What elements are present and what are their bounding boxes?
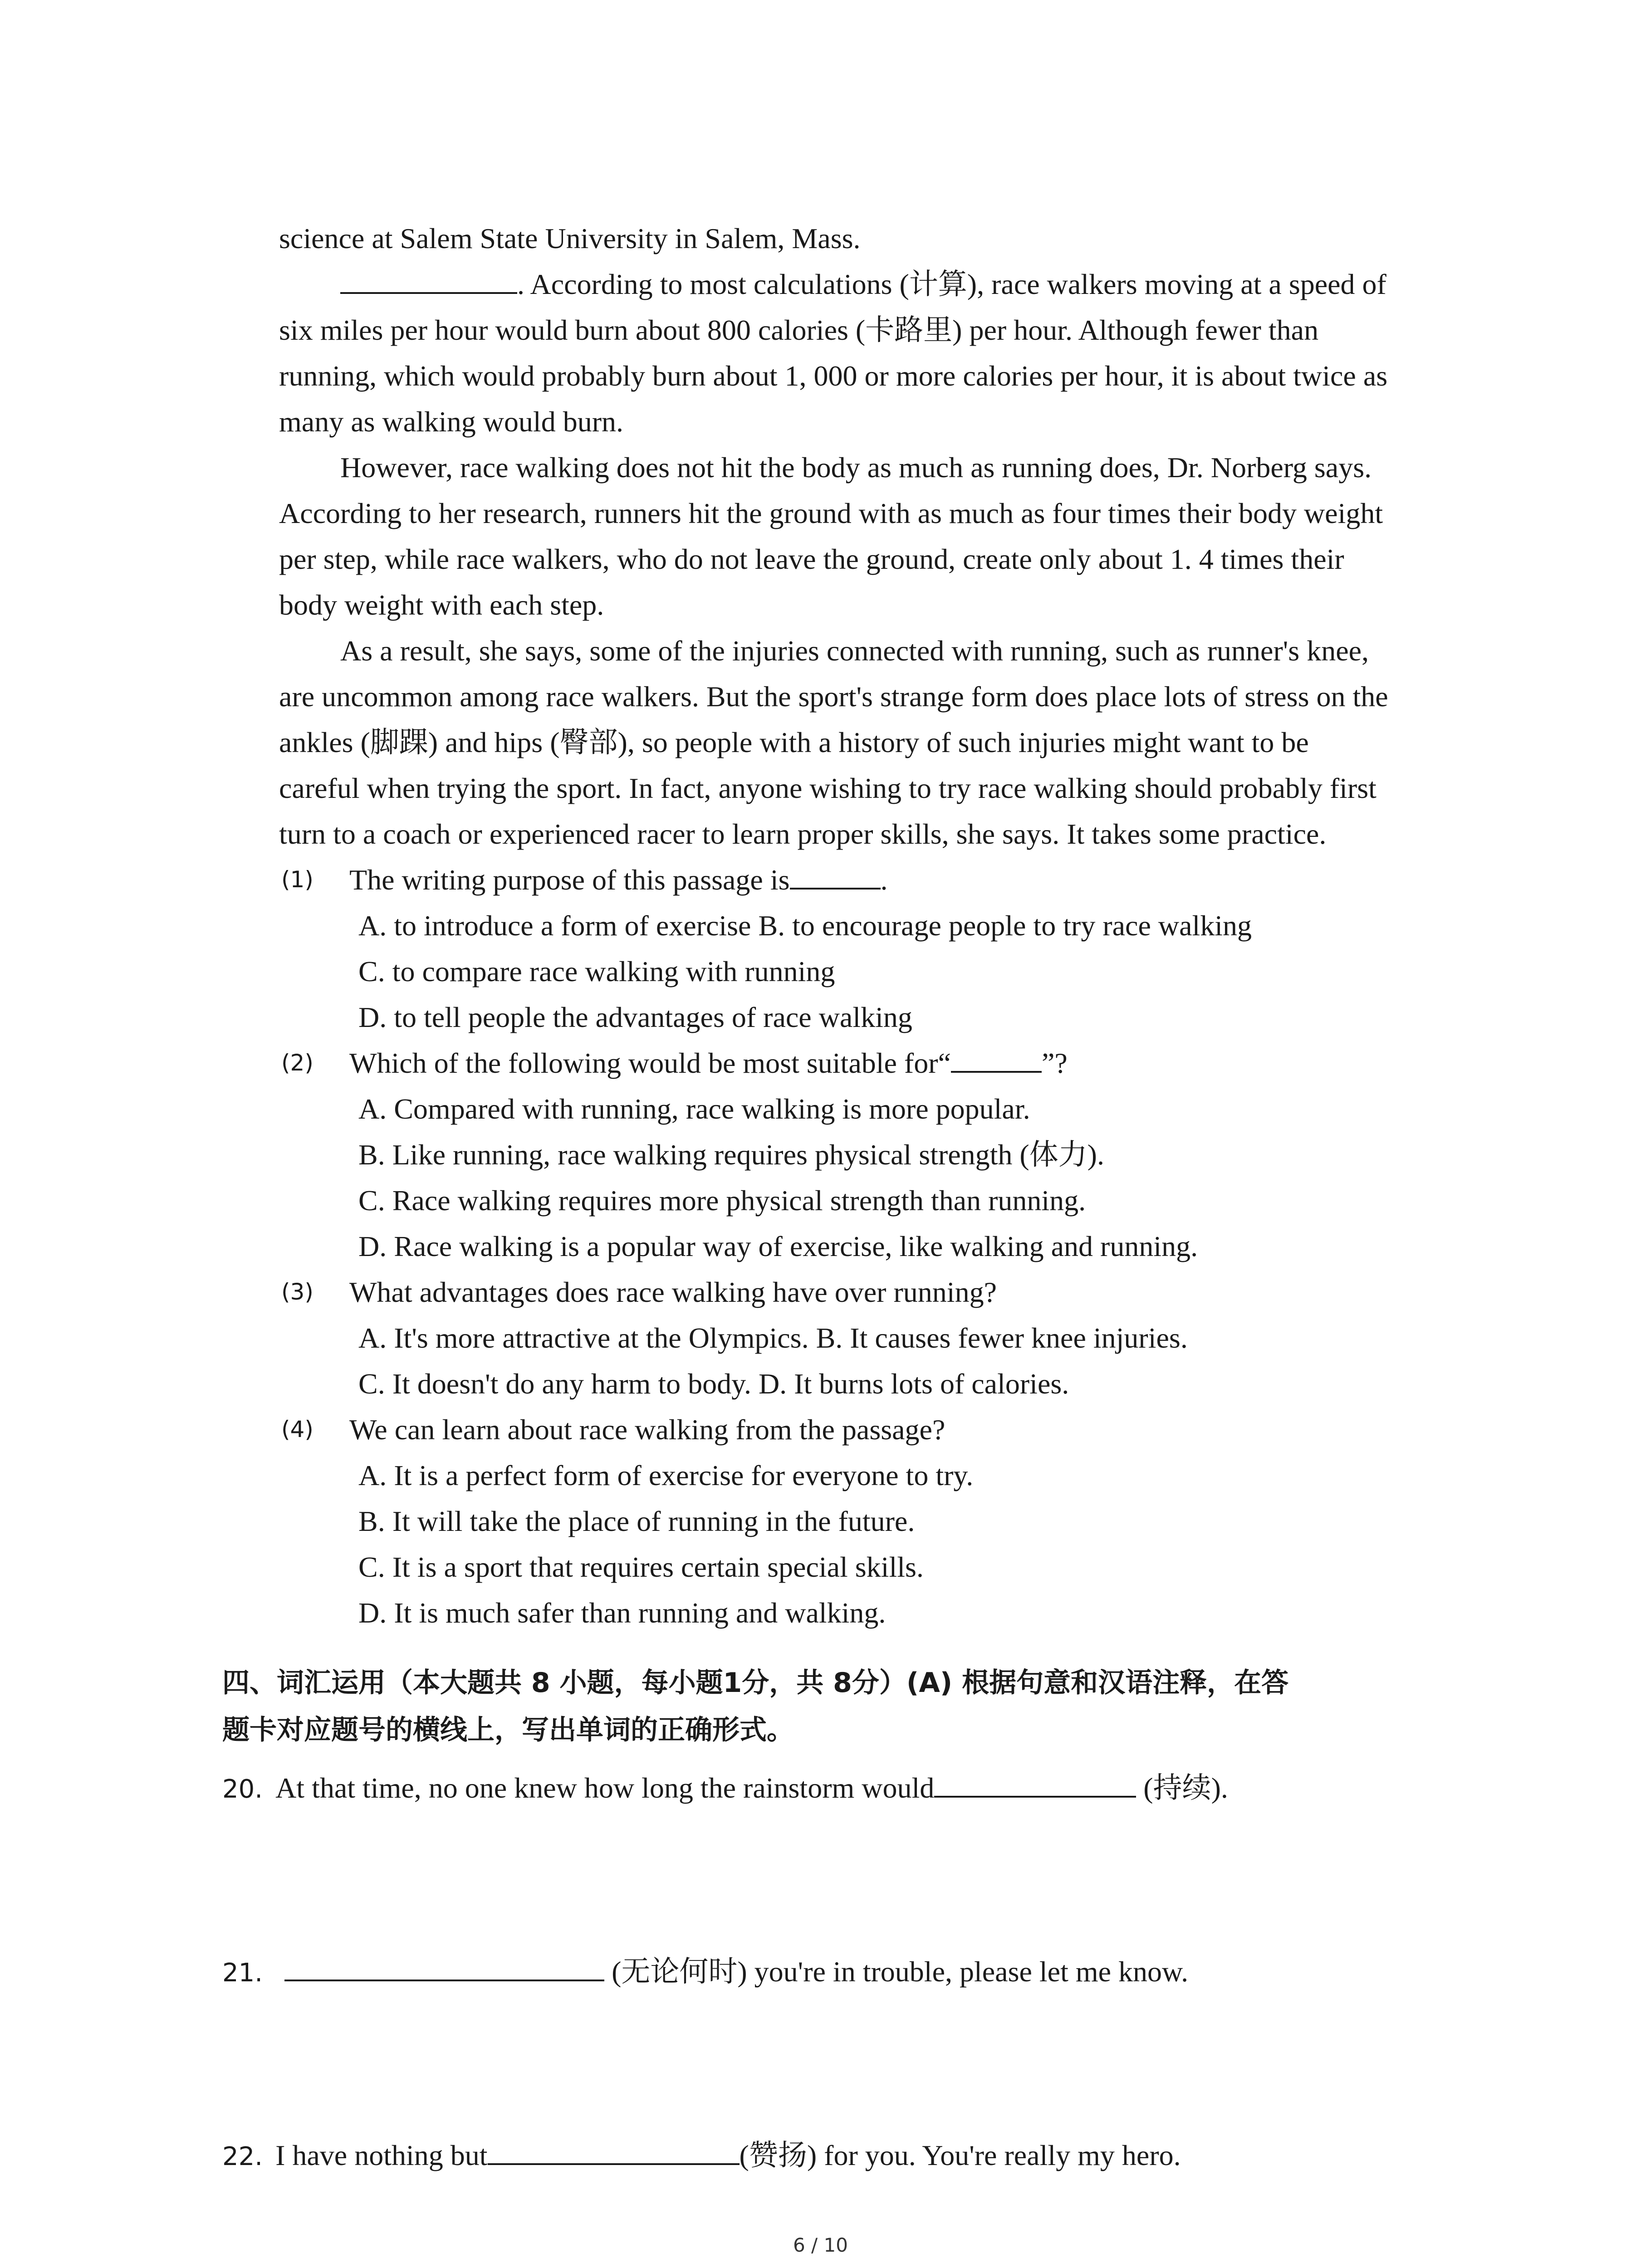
question-number: (2): [281, 1050, 314, 1076]
item-number: 22.: [222, 2142, 263, 2171]
vocab-item-22: [222, 2132, 1181, 2174]
option-line[interactable]: D. Race walking is a popular way of exercise, like walking and running.: [358, 1230, 1198, 1262]
question-number: (3): [281, 1279, 314, 1305]
section-heading-line: 题卡对应题号的横线上，写出单词的正确形式。: [222, 1714, 794, 1746]
passage-line-text: . According to most calculations (计算), race walkers moving at a speed of: [517, 268, 1386, 300]
answer-blank[interactable]: [284, 1952, 604, 1981]
page-number: 6 / 10: [793, 2234, 848, 2256]
item-text: At that time, no one knew how long the rainstorm would: [275, 1772, 935, 1804]
passage-paragraph-2: [279, 445, 1459, 628]
answer-blank[interactable]: [488, 2136, 740, 2165]
answer-blank[interactable]: [951, 1044, 1042, 1073]
passage-line: However, race walking does not hit the body as much as running does, Dr. Norberg says.: [340, 451, 1372, 484]
passage-paragraph-3: [279, 628, 1459, 857]
passage-line: body weight with each step.: [279, 589, 604, 621]
vocab-item-21: [222, 1948, 1188, 1990]
item-text: (持续).: [1136, 1772, 1228, 1804]
question-number: (1): [281, 866, 314, 893]
option-line[interactable]: A. It's more attractive at the Olympics. B. It causes fewer knee injuries.: [358, 1322, 1188, 1354]
passage-line: many as walking would burn.: [279, 406, 623, 438]
answer-blank[interactable]: [934, 1769, 1136, 1798]
passage-line: careful when trying the sport. In fact, anyone wishing to try race walking should probably first: [279, 772, 1376, 804]
question-text: What advantages does race walking have over running?: [349, 1276, 997, 1308]
passage-line: are uncommon among race walkers. But the sport's strange form does place lots of stress on the: [279, 680, 1388, 713]
passage-paragraph-0: [279, 215, 1459, 261]
passage-line: per step, while race walkers, who do not leave the ground, create only about 1. 4 times their: [279, 543, 1344, 575]
passage-line: six miles per hour would burn about 800 calories (卡路里) per hour. Although fewer than: [279, 314, 1319, 346]
answer-blank[interactable]: [340, 265, 517, 294]
option-line[interactable]: A. to introduce a form of exercise B. to encourage people to try race walking: [358, 909, 1252, 942]
answer-blank[interactable]: [790, 860, 881, 890]
question-text: We can learn about race walking from the passage?: [349, 1413, 945, 1446]
question-text: The writing purpose of this passage is .: [349, 857, 888, 903]
question-number: (4): [281, 1416, 314, 1442]
item-text: I have nothing but: [275, 2139, 488, 2171]
passage-paragraph-1: [279, 261, 1459, 445]
option-line[interactable]: C. It is a sport that requires certain special skills.: [358, 1551, 924, 1583]
passage-line: [279, 261, 1459, 307]
passage-line: science at Salem State University in Salem, Mass.: [279, 222, 861, 254]
passage-line: running, which would probably burn about 1, 000 or more calories per hour, it is about twice as: [279, 360, 1388, 392]
section-heading-line: 四、词汇运用（本大题共 8 小题，每小题1分，共 8分）(A) 根据句意和汉语注释，在答: [222, 1667, 1289, 1699]
item-number: 21.: [222, 1958, 263, 1988]
option-line[interactable]: C. to compare race walking with running: [358, 955, 835, 987]
question-text: Which of the following would be most suitable for“ ”?: [349, 1040, 1068, 1086]
vocab-item-20: [222, 1765, 1228, 1806]
passage-line: According to her research, runners hit the ground with as much as four times their body weight: [279, 497, 1383, 529]
option-line[interactable]: A. It is a perfect form of exercise for everyone to try.: [358, 1459, 974, 1491]
option-line[interactable]: D. It is much safer than running and walking.: [358, 1597, 886, 1629]
passage-line: As a result, she says, some of the injuries connected with running, such as runner's knee,: [340, 635, 1369, 667]
item-text: (赞扬) for you. You're really my hero.: [739, 2139, 1181, 2171]
option-line[interactable]: B. It will take the place of running in the future.: [358, 1505, 915, 1537]
item-number: 20.: [222, 1774, 263, 1804]
option-line[interactable]: C. It doesn't do any harm to body. D. It burns lots of calories.: [358, 1368, 1069, 1400]
item-text: (无论何时) you're in trouble, please let me know.: [604, 1955, 1189, 1988]
passage-line: turn to a coach or experienced racer to learn proper skills, she says. It takes some practice.: [279, 818, 1327, 850]
passage-line: ankles (脚踝) and hips (臀部), so people with a history of such injuries might want to be: [279, 726, 1309, 758]
section-heading: [222, 1659, 1465, 1754]
option-line[interactable]: C. Race walking requires more physical strength than running.: [358, 1184, 1086, 1217]
option-line[interactable]: D. to tell people the advantages of race walking: [358, 1001, 912, 1033]
option-line[interactable]: B. Like running, race walking requires physical strength (体力).: [358, 1139, 1104, 1171]
option-line[interactable]: A. Compared with running, race walking is more popular.: [358, 1093, 1030, 1125]
